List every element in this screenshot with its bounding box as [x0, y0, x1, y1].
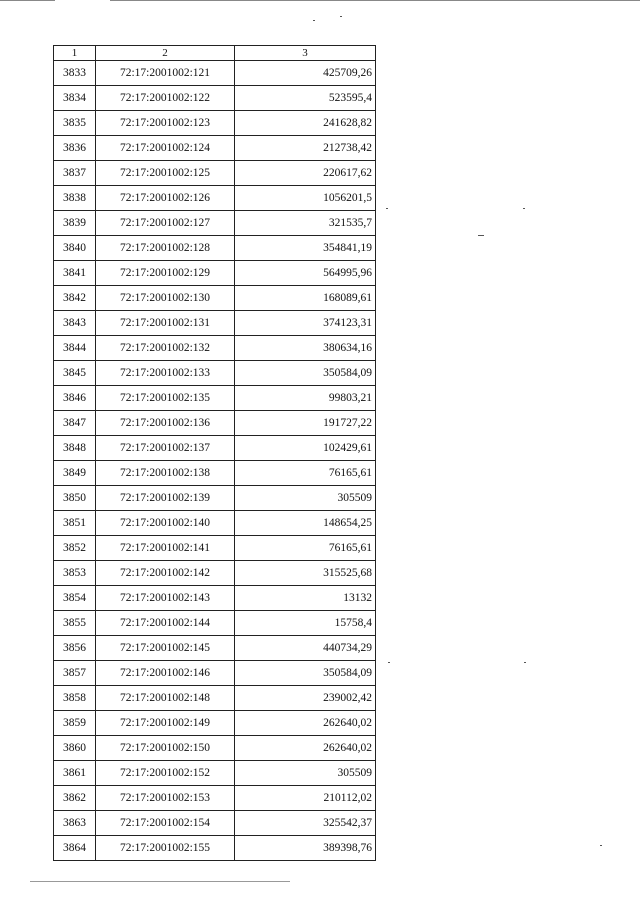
- table-row: [54, 336, 376, 361]
- cadastral-number: 72:17:2001002:142: [96, 561, 235, 586]
- row-number: 3854: [54, 586, 96, 611]
- cadastral-number: 72:17:2001002:123: [96, 111, 235, 136]
- row-number: 3841: [54, 261, 96, 286]
- scan-speck: [340, 16, 342, 17]
- cadastral-value: 374123,31: [235, 311, 376, 336]
- scan-speck: [478, 235, 484, 236]
- table-row: [54, 411, 376, 436]
- scan-speck: [313, 20, 315, 21]
- row-number: 3837: [54, 161, 96, 186]
- cadastral-value: 212738,42: [235, 136, 376, 161]
- row-number: 3840: [54, 236, 96, 261]
- row-number: 3849: [54, 461, 96, 486]
- cadastral-value: 148654,25: [235, 511, 376, 536]
- cadastral-number: 72:17:2001002:132: [96, 336, 235, 361]
- cadastral-number: 72:17:2001002:136: [96, 411, 235, 436]
- cadastral-number: 72:17:2001002:149: [96, 711, 235, 736]
- cadastral-number: 72:17:2001002:135: [96, 386, 235, 411]
- cadastral-value: 1056201,5: [235, 186, 376, 211]
- table-row: [54, 786, 376, 811]
- row-number: 3857: [54, 661, 96, 686]
- table-row: [54, 586, 376, 611]
- row-number: 3848: [54, 436, 96, 461]
- row-number: 3844: [54, 336, 96, 361]
- cadastral-number: 72:17:2001002:139: [96, 486, 235, 511]
- cadastral-value: 354841,19: [235, 236, 376, 261]
- column-header: 2: [96, 46, 235, 61]
- cadastral-value: 523595,4: [235, 86, 376, 111]
- cadastral-number: 72:17:2001002:131: [96, 311, 235, 336]
- table-row: [54, 186, 376, 211]
- cadastral-number: 72:17:2001002:124: [96, 136, 235, 161]
- table-row: [54, 86, 376, 111]
- row-number: 3835: [54, 111, 96, 136]
- cadastral-value: 350584,09: [235, 661, 376, 686]
- cadastral-value: 76165,61: [235, 461, 376, 486]
- cadastral-number: 72:17:2001002:145: [96, 636, 235, 661]
- cadastral-number: 72:17:2001002:148: [96, 686, 235, 711]
- cadastral-value: 305509: [235, 761, 376, 786]
- cadastral-value: 76165,61: [235, 536, 376, 561]
- scan-speck: [388, 662, 390, 663]
- row-number: 3836: [54, 136, 96, 161]
- cadastral-number: 72:17:2001002:140: [96, 511, 235, 536]
- cadastral-value: 102429,61: [235, 436, 376, 461]
- row-number: 3859: [54, 711, 96, 736]
- table-row: [54, 111, 376, 136]
- cadastral-value: 440734,29: [235, 636, 376, 661]
- row-number: 3855: [54, 611, 96, 636]
- table-row: [54, 686, 376, 711]
- cadastral-value: 13132: [235, 586, 376, 611]
- column-header: 3: [235, 46, 376, 61]
- cadastral-value: 321535,7: [235, 211, 376, 236]
- column-header: 1: [54, 46, 96, 61]
- table-row: [54, 161, 376, 186]
- cadastral-value: 15758,4: [235, 611, 376, 636]
- cadastral-value: 564995,96: [235, 261, 376, 286]
- table-row: [54, 286, 376, 311]
- row-number: 3852: [54, 536, 96, 561]
- table-body: [54, 61, 376, 861]
- scan-speck: [524, 662, 526, 663]
- table-row: [54, 211, 376, 236]
- table-row: [54, 536, 376, 561]
- cadastral-number: 72:17:2001002:146: [96, 661, 235, 686]
- row-number: 3862: [54, 786, 96, 811]
- cadastral-number: 72:17:2001002:137: [96, 436, 235, 461]
- scan-speck: [600, 845, 602, 846]
- table-row: [54, 811, 376, 836]
- cadastral-value: 210112,02: [235, 786, 376, 811]
- cadastral-number: 72:17:2001002:138: [96, 461, 235, 486]
- row-number: 3850: [54, 486, 96, 511]
- cadastral-number: 72:17:2001002:133: [96, 361, 235, 386]
- row-number: 3845: [54, 361, 96, 386]
- row-number: 3839: [54, 211, 96, 236]
- table-row: [54, 711, 376, 736]
- cadastral-value: 241628,82: [235, 111, 376, 136]
- table-row: [54, 636, 376, 661]
- row-number: 3863: [54, 811, 96, 836]
- cadastral-number: 72:17:2001002:141: [96, 536, 235, 561]
- cadastral-number: 72:17:2001002:154: [96, 811, 235, 836]
- table-row: [54, 261, 376, 286]
- cadastral-value: 315525,68: [235, 561, 376, 586]
- cadastral-number: 72:17:2001002:153: [96, 786, 235, 811]
- cadastral-value: 220617,62: [235, 161, 376, 186]
- table-row: [54, 386, 376, 411]
- cadastral-value: 380634,16: [235, 336, 376, 361]
- scan-speck: [523, 208, 525, 209]
- cadastral-value: 262640,02: [235, 736, 376, 761]
- table-row: [54, 461, 376, 486]
- table-header-row: [54, 46, 376, 61]
- cadastral-number: 72:17:2001002:127: [96, 211, 235, 236]
- cadastral-number: 72:17:2001002:150: [96, 736, 235, 761]
- top-edge-line: [110, 0, 640, 1]
- row-number: 3860: [54, 736, 96, 761]
- table-row: [54, 561, 376, 586]
- row-number: 3858: [54, 686, 96, 711]
- row-number: 3864: [54, 836, 96, 861]
- register-table: [53, 45, 376, 861]
- row-number: 3834: [54, 86, 96, 111]
- row-number: 3847: [54, 411, 96, 436]
- table-row: [54, 661, 376, 686]
- table-row: [54, 236, 376, 261]
- cadastral-number: 72:17:2001002:122: [96, 86, 235, 111]
- table-row: [54, 61, 376, 86]
- cadastral-number: 72:17:2001002:152: [96, 761, 235, 786]
- cadastral-number: 72:17:2001002:125: [96, 161, 235, 186]
- cadastral-value: 305509: [235, 486, 376, 511]
- bottom-edge-line: [30, 881, 290, 882]
- table-row: [54, 311, 376, 336]
- row-number: 3846: [54, 386, 96, 411]
- cadastral-number: 72:17:2001002:144: [96, 611, 235, 636]
- table-row: [54, 611, 376, 636]
- cadastral-value: 191727,22: [235, 411, 376, 436]
- row-number: 3838: [54, 186, 96, 211]
- row-number: 3833: [54, 61, 96, 86]
- table-row: [54, 761, 376, 786]
- cadastral-value: 425709,26: [235, 61, 376, 86]
- cadastral-number: 72:17:2001002:121: [96, 61, 235, 86]
- cadastral-number: 72:17:2001002:130: [96, 286, 235, 311]
- cadastral-number: 72:17:2001002:126: [96, 186, 235, 211]
- table-row: [54, 436, 376, 461]
- cadastral-value: 389398,76: [235, 836, 376, 861]
- row-number: 3842: [54, 286, 96, 311]
- cadastral-value: 168089,61: [235, 286, 376, 311]
- cadastral-number: 72:17:2001002:128: [96, 236, 235, 261]
- cadastral-value: 350584,09: [235, 361, 376, 386]
- table-row: [54, 836, 376, 861]
- cadastral-number: 72:17:2001002:129: [96, 261, 235, 286]
- cadastral-value: 99803,21: [235, 386, 376, 411]
- row-number: 3851: [54, 511, 96, 536]
- table-row: [54, 136, 376, 161]
- top-edge-line: [0, 0, 55, 1]
- row-number: 3856: [54, 636, 96, 661]
- cadastral-number: 72:17:2001002:155: [96, 836, 235, 861]
- scan-speck: [386, 208, 388, 209]
- table-row: [54, 361, 376, 386]
- cadastral-value: 262640,02: [235, 711, 376, 736]
- cadastral-number: 72:17:2001002:143: [96, 586, 235, 611]
- cadastral-value: 325542,37: [235, 811, 376, 836]
- table-row: [54, 736, 376, 761]
- table-row: [54, 511, 376, 536]
- row-number: 3843: [54, 311, 96, 336]
- row-number: 3853: [54, 561, 96, 586]
- cadastral-value: 239002,42: [235, 686, 376, 711]
- row-number: 3861: [54, 761, 96, 786]
- table-row: [54, 486, 376, 511]
